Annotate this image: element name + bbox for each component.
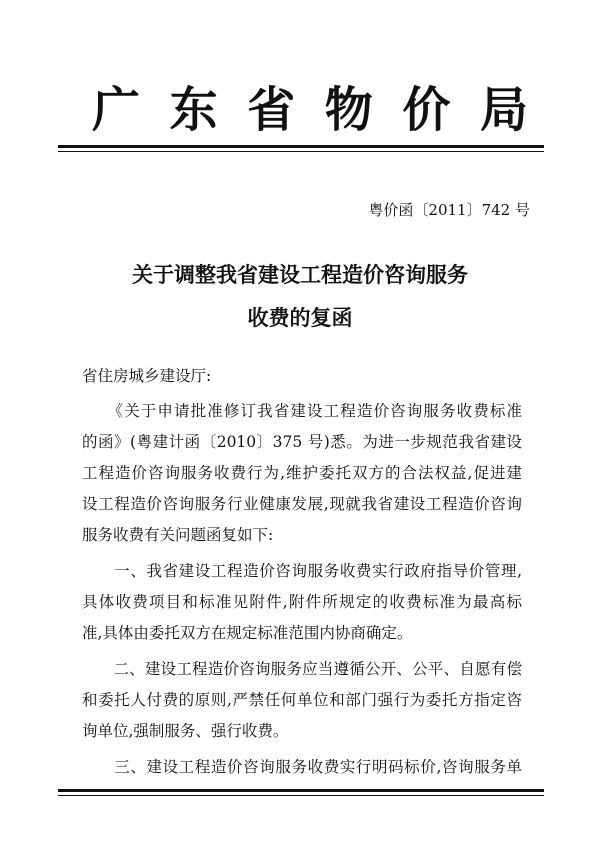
footer-divider-thin	[58, 795, 544, 796]
document-number: 粤价函〔2011〕742 号	[368, 201, 530, 219]
letterhead-char: 广	[92, 82, 141, 138]
body-line: 《关于申请批准修订我省建设工程造价咨询服务收费标准	[82, 402, 522, 420]
letterhead-char: 省	[247, 82, 296, 138]
letterhead-divider-thick	[58, 145, 544, 148]
body-line: 一、我省建设工程造价咨询服务收费实行政府指导价管理,	[82, 562, 522, 580]
body-line: 和委托人付费的原则,严禁任何单位和部门强行为委托方指定咨	[82, 691, 522, 709]
subject-line-2: 收费的复函	[247, 306, 353, 330]
letterhead-divider-thin	[58, 151, 544, 152]
addressee: 省住房城乡建设厅:	[82, 367, 212, 385]
body-line: 服务收费有关问题函复如下:	[82, 526, 274, 544]
subject-line-1: 关于调整我省建设工程造价咨询服务	[132, 263, 468, 287]
letterhead-title	[92, 82, 528, 138]
letterhead-char: 东	[169, 82, 218, 138]
letterhead-char: 局	[479, 82, 528, 138]
body-line: 准,具体由委托双方在规定标准范围内协商确定。	[82, 624, 413, 642]
body-line: 具体收费项目和标准见附件,附件所规定的收费标准为最高标	[82, 593, 522, 611]
letterhead-char: 价	[402, 82, 451, 138]
footer-divider-thick	[58, 789, 544, 792]
body-line: 设工程造价咨询服务行业健康发展,现就我省建设工程造价咨询	[82, 495, 522, 513]
body-line: 二、建设工程造价咨询服务应当遵循公开、公平、自愿有偿	[82, 660, 522, 678]
body-line: 询单位,强制服务、强行收费。	[82, 722, 289, 740]
letterhead-char: 物	[324, 82, 373, 138]
body-line: 工程造价咨询服务收费行为,维护委托双方的合法权益,促进建	[82, 464, 522, 482]
body-line: 的函》(粤建计函〔2010〕375 号)悉。为进一步规范我省建设	[82, 433, 522, 451]
body-line: 三、建设工程造价咨询服务收费实行明码标价,咨询服务单	[82, 758, 522, 776]
